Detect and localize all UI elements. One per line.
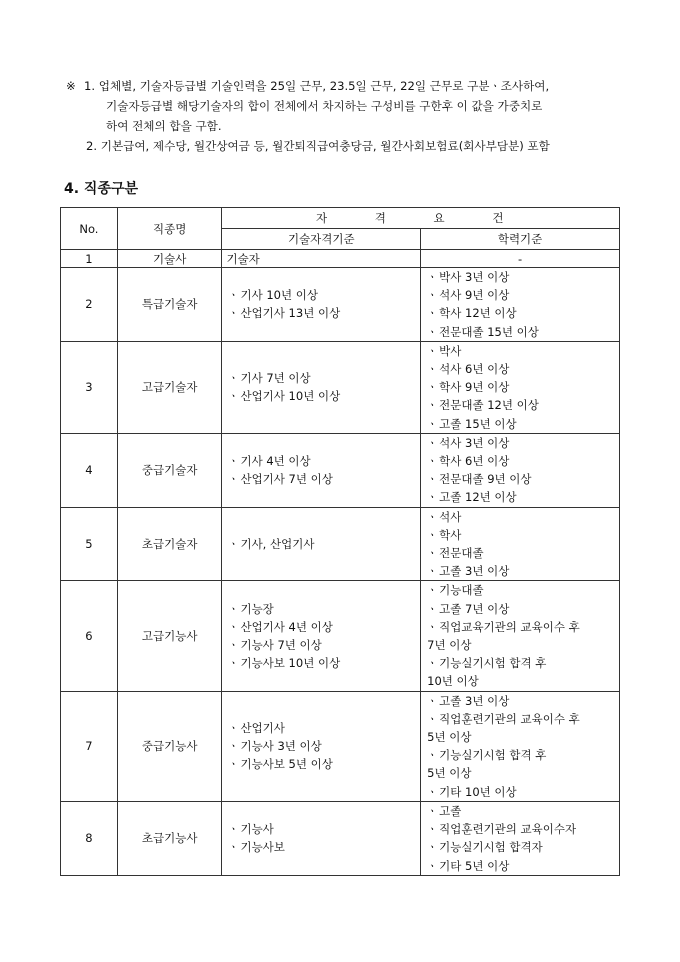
bullet: ㆍ xyxy=(426,601,438,616)
cert-item xyxy=(226,737,416,755)
edu-item-text: 학사 9년 이상 xyxy=(439,380,510,395)
edu-item xyxy=(425,360,615,378)
header-no: No. xyxy=(61,208,118,250)
cert-item xyxy=(226,636,416,654)
edu-item-continuation: 7년 이상 xyxy=(427,638,472,653)
note-text-2: 기술자등급별 해당기술자의 합이 전체에서 차지하는 구성비를 구한후 이 값을 가중치로 xyxy=(106,99,543,113)
cert-item-text: 기사 4년 이상 xyxy=(240,454,311,469)
edu-item-text: 석사 9년 이상 xyxy=(439,288,510,303)
edu-item-text: 학사 xyxy=(439,527,462,542)
row-cert xyxy=(222,268,421,342)
reference-mark: ※ xyxy=(66,79,76,93)
row-edu xyxy=(421,268,620,342)
table-row xyxy=(61,341,620,433)
header-edu: 학력기준 xyxy=(421,229,620,250)
cert-item xyxy=(226,618,416,636)
cert-item-text: 기능사보 10년 이상 xyxy=(240,656,341,671)
table-row xyxy=(61,433,620,507)
bullet: ㆍ xyxy=(426,288,438,303)
edu-item-text: 고졸 15년 이상 xyxy=(439,416,517,431)
cert-item-text: 기능장 xyxy=(240,601,274,616)
edu-item-text: 기능대졸 xyxy=(439,583,484,598)
bullet: ㆍ xyxy=(426,472,438,487)
row-cert: 기술자 xyxy=(222,250,421,268)
row-no: 4 xyxy=(61,433,118,507)
bullet: ㆍ xyxy=(426,564,438,579)
edu-item xyxy=(425,838,615,856)
bullet: ㆍ xyxy=(227,757,240,772)
cert-item xyxy=(226,719,416,737)
edu-item-text: 고졸 xyxy=(439,803,462,818)
cert-item-text: 기사 10년 이상 xyxy=(240,288,318,303)
table-row xyxy=(61,250,620,268)
bullet: ㆍ xyxy=(227,656,240,671)
bullet: ㆍ xyxy=(227,371,240,386)
edu-item xyxy=(425,544,615,562)
cert-item-text: 기사 7년 이상 xyxy=(240,371,311,386)
table-body xyxy=(61,250,620,876)
section-title: 4. 직종구분 xyxy=(64,181,139,197)
cert-item xyxy=(226,535,416,553)
edu-item xyxy=(425,562,615,580)
edu-item-text: 고졸 3년 이상 xyxy=(439,693,510,708)
table-row xyxy=(61,268,620,342)
bullet: ㆍ xyxy=(426,398,438,413)
edu-item-continuation: 5년 이상 xyxy=(427,766,472,781)
edu-item-text: 직업훈련기관의 교육이수 후 xyxy=(439,711,580,726)
cert-item xyxy=(226,755,416,773)
edu-item-text: 전문대졸 9년 이상 xyxy=(439,472,532,487)
bullet: ㆍ xyxy=(426,527,438,542)
bullet: ㆍ xyxy=(227,739,240,754)
edu-item xyxy=(425,452,615,470)
bullet: ㆍ xyxy=(227,619,240,634)
bullet: ㆍ xyxy=(426,380,438,395)
row-no: 5 xyxy=(61,507,118,581)
cert-item-text: 산업기사 10년 이상 xyxy=(240,389,341,404)
edu-item xyxy=(425,618,615,636)
row-edu xyxy=(421,801,620,875)
edu-item xyxy=(425,692,615,710)
edu-item-text: 기능실기시험 합격 후 xyxy=(439,656,547,671)
edu-item-text: 전문대졸 12년 이상 xyxy=(439,398,539,413)
bullet: ㆍ xyxy=(426,619,438,634)
edu-item xyxy=(425,857,615,875)
edu-item xyxy=(425,600,615,618)
bullet: ㆍ xyxy=(227,288,240,303)
cert-item xyxy=(226,369,416,387)
edu-item-text: 박사 xyxy=(439,343,462,358)
bullet: ㆍ xyxy=(227,720,240,735)
cert-item xyxy=(226,654,416,672)
note-line-1 xyxy=(66,76,651,96)
bullet: ㆍ xyxy=(426,324,438,339)
note-line-4 xyxy=(66,136,651,156)
bullet: ㆍ xyxy=(426,803,438,818)
edu-item-text: 석사 xyxy=(439,509,462,524)
edu-item-text: 전문대졸 15년 이상 xyxy=(439,324,539,339)
bullet: ㆍ xyxy=(227,472,240,487)
row-cert xyxy=(222,341,421,433)
bullet: ㆍ xyxy=(426,416,438,431)
cert-item-text: 기능사보 5년 이상 xyxy=(240,757,333,772)
cert-item-text: 기능사 7년 이상 xyxy=(240,638,322,653)
row-no: 1 xyxy=(61,250,118,268)
header-requirements: 자 격 요 건 xyxy=(222,208,620,229)
edu-item xyxy=(425,396,615,414)
bullet: ㆍ xyxy=(426,748,438,763)
row-cert xyxy=(222,801,421,875)
row-cert xyxy=(222,507,421,581)
cert-item-text: 기능사보 xyxy=(240,840,285,855)
row-name: 고급기술자 xyxy=(117,341,222,433)
bullet: ㆍ xyxy=(426,306,438,321)
table-row xyxy=(61,801,620,875)
table-row xyxy=(61,581,620,691)
bullet: ㆍ xyxy=(227,536,240,551)
row-edu xyxy=(421,581,620,691)
edu-item-continuation: 10년 이상 xyxy=(427,674,479,689)
edu-item xyxy=(425,323,615,341)
edu-item-text: 박사 3년 이상 xyxy=(439,270,510,284)
edu-item-text: 기능실기시험 합격 후 xyxy=(439,748,547,763)
cert-item xyxy=(226,600,416,618)
cert-item xyxy=(226,452,416,470)
edu-item-text: 고졸 12년 이상 xyxy=(439,490,517,505)
edu-item xyxy=(425,802,615,820)
edu-item-text: 직업교육기관의 교육이수 후 xyxy=(439,619,580,634)
cert-item xyxy=(226,286,416,304)
bullet: ㆍ xyxy=(426,546,438,561)
edu-item xyxy=(425,434,615,452)
table-row xyxy=(61,507,620,581)
edu-item-text: 기타 10년 이상 xyxy=(439,784,517,799)
row-edu xyxy=(421,691,620,801)
cert-item-text: 기사, 산업기사 xyxy=(240,536,315,551)
row-edu: - xyxy=(421,250,620,268)
cert-item xyxy=(226,304,416,322)
note-text-4: 2. 기본급여, 제수당, 월간상여금 등, 월간퇴직급여충당금, 월간사회보험료(회사부담분) 포함 xyxy=(86,139,550,153)
bullet: ㆍ xyxy=(227,389,240,404)
cert-item-text: 산업기사 13년 이상 xyxy=(240,306,341,321)
bullet: ㆍ xyxy=(426,840,438,855)
bullet: ㆍ xyxy=(426,693,438,708)
row-cert xyxy=(222,581,421,691)
edu-item xyxy=(425,415,615,433)
bullet: ㆍ xyxy=(426,362,438,377)
row-name: 고급기능사 xyxy=(117,581,222,691)
bullet: ㆍ xyxy=(426,270,438,284)
bullet: ㆍ xyxy=(426,343,438,358)
edu-item xyxy=(425,654,615,672)
edu-item-text: 전문대졸 xyxy=(439,546,484,561)
edu-item xyxy=(425,783,615,801)
bullet: ㆍ xyxy=(426,509,438,524)
note-line-2 xyxy=(66,96,651,116)
job-classification-table xyxy=(60,207,620,876)
note-text-1: 1. 업체별, 기술자등급별 기술인력을 25일 근무, 23.5일 근무, 22일 근무로 구분ㆍ조사하여, xyxy=(84,79,550,93)
cert-item-text: 산업기사 7년 이상 xyxy=(240,472,333,487)
table-row xyxy=(61,691,620,801)
edu-item xyxy=(425,268,615,286)
row-no: 7 xyxy=(61,691,118,801)
cert-item xyxy=(226,820,416,838)
cert-item xyxy=(226,387,416,405)
bullet: ㆍ xyxy=(227,840,240,855)
bullet: ㆍ xyxy=(426,454,438,469)
bullet: ㆍ xyxy=(426,822,438,837)
row-edu xyxy=(421,433,620,507)
row-name: 중급기술자 xyxy=(117,433,222,507)
row-no: 8 xyxy=(61,801,118,875)
edu-item-text: 기타 5년 이상 xyxy=(439,858,510,873)
row-edu xyxy=(421,341,620,433)
bullet: ㆍ xyxy=(227,306,240,321)
edu-item xyxy=(425,526,615,544)
row-name: 중급기능사 xyxy=(117,691,222,801)
edu-item xyxy=(425,820,615,838)
note-line-3 xyxy=(66,116,651,136)
edu-item-continuation: 5년 이상 xyxy=(427,730,472,745)
edu-item-text: 고졸 7년 이상 xyxy=(439,601,510,616)
bullet: ㆍ xyxy=(227,601,240,616)
edu-item-text: 학사 12년 이상 xyxy=(439,306,517,321)
edu-item-text: 학사 6년 이상 xyxy=(439,454,510,469)
cert-item-text: 기능사 3년 이상 xyxy=(240,739,322,754)
edu-item xyxy=(425,488,615,506)
edu-item xyxy=(425,581,615,599)
notes-block xyxy=(66,76,651,156)
cert-item-text: 산업기사 xyxy=(240,720,285,735)
row-no: 2 xyxy=(61,268,118,342)
bullet: ㆍ xyxy=(426,711,438,726)
row-name: 기술사 xyxy=(117,250,222,268)
bullet: ㆍ xyxy=(426,784,438,799)
row-no: 3 xyxy=(61,341,118,433)
cert-item-text: 기능사 xyxy=(240,822,274,837)
row-no: 6 xyxy=(61,581,118,691)
bullet: ㆍ xyxy=(426,490,438,505)
row-cert xyxy=(222,433,421,507)
note-text-3: 하여 전체의 합을 구함. xyxy=(106,119,222,133)
row-name: 초급기능사 xyxy=(117,801,222,875)
cert-item xyxy=(226,470,416,488)
edu-item xyxy=(425,378,615,396)
edu-item xyxy=(425,746,615,764)
edu-item-text: 석사 3년 이상 xyxy=(439,435,510,450)
bullet: ㆍ xyxy=(426,858,438,873)
edu-item-text: 석사 6년 이상 xyxy=(439,362,510,377)
edu-item xyxy=(425,304,615,322)
edu-item xyxy=(425,342,615,360)
edu-item-text: 기능실기시험 합격자 xyxy=(439,840,543,855)
edu-item xyxy=(425,470,615,488)
edu-item-text: 직업훈련기관의 교육이수자 xyxy=(439,822,577,837)
header-row-1 xyxy=(61,208,620,229)
header-name: 직종명 xyxy=(117,208,222,250)
bullet: ㆍ xyxy=(426,583,438,598)
row-name: 초급기술자 xyxy=(117,507,222,581)
row-cert xyxy=(222,691,421,801)
cert-item-text: 산업기사 4년 이상 xyxy=(240,619,333,634)
bullet: ㆍ xyxy=(426,435,438,450)
bullet: ㆍ xyxy=(426,656,438,671)
edu-item xyxy=(425,286,615,304)
edu-item xyxy=(425,508,615,526)
header-cert: 기술자격기준 xyxy=(222,229,421,250)
row-edu xyxy=(421,507,620,581)
bullet: ㆍ xyxy=(227,454,240,469)
row-name: 특급기술자 xyxy=(117,268,222,342)
cert-item xyxy=(226,838,416,856)
edu-item xyxy=(425,710,615,728)
bullet: ㆍ xyxy=(227,822,240,837)
bullet: ㆍ xyxy=(227,638,240,653)
edu-item-text: 고졸 3년 이상 xyxy=(439,564,510,579)
